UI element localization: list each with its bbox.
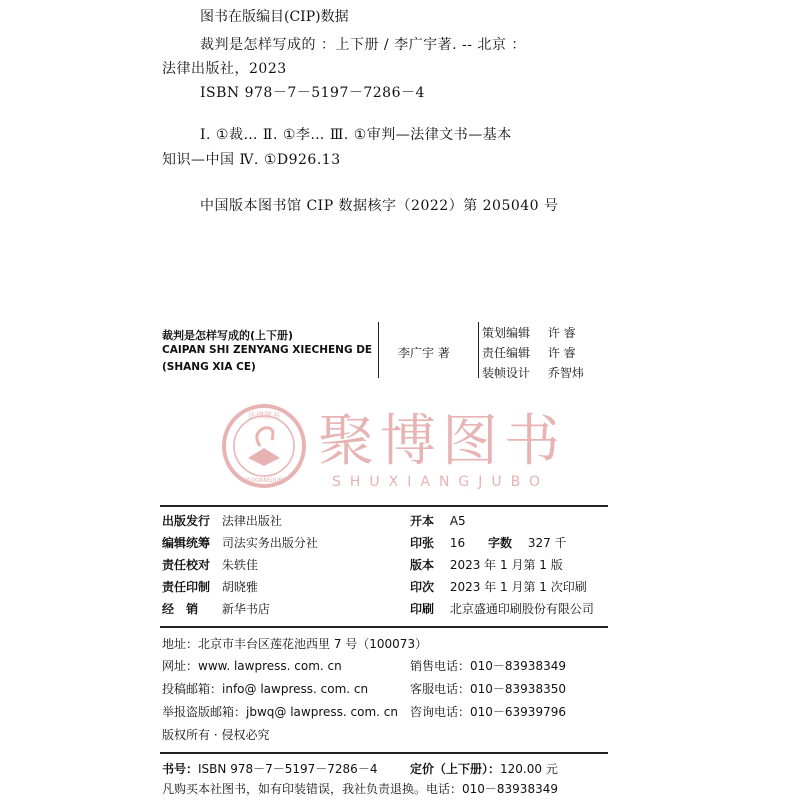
editor-label: 策划编辑 <box>482 326 531 340</box>
seal-bottom-text: SHUXIANGJUBO <box>240 477 288 484</box>
divider <box>478 322 479 378</box>
sheets-row <box>410 534 465 551</box>
seal-top-text: 法律图书 <box>248 411 280 420</box>
print-label: 印次 <box>410 580 435 594</box>
book-title-pinyin: CAIPAN SHI ZENYANG XIECHENG DE <box>162 344 373 356</box>
section-divider <box>160 752 608 754</box>
publish-row <box>162 534 318 551</box>
publish-value: 胡晓雅 <box>221 580 258 594</box>
publish-label: 责任印制 <box>162 580 211 594</box>
price-value: 120.00 元 <box>500 762 558 776</box>
divider <box>378 322 379 378</box>
printer-label: 印刷 <box>410 602 435 616</box>
editor-value: 许 睿 <box>547 326 576 340</box>
copyright-notice: 版权所有 · 侵权必究 <box>162 728 270 742</box>
watermark-logo <box>222 400 582 500</box>
website: 网址：www. lawpress. com. cn <box>162 659 342 673</box>
cip-heading: 图书在版编目(CIP)数据 <box>200 9 349 25</box>
publish-label: 经 销 <box>162 602 203 616</box>
isbn-line <box>162 760 377 777</box>
book-author: 李广宇 著 <box>398 346 450 360</box>
format-label: 开本 <box>410 514 435 528</box>
publish-value: 司法实务出版分社 <box>221 536 318 550</box>
price-label: 定价（上下册）： <box>410 762 501 776</box>
swirl-icon <box>257 428 273 446</box>
editor-row <box>482 344 576 361</box>
editor-value: 许 睿 <box>547 346 576 360</box>
sales-phone: 销售电话：010－83938349 <box>410 659 566 673</box>
sheets-label: 印张 <box>410 536 435 550</box>
publish-label: 责任校对 <box>162 558 211 572</box>
cip-isbn: ISBN 978－7－5197－7286－4 <box>200 85 425 101</box>
watermark-subtitle: SHUXIANGJUBO <box>332 474 550 490</box>
submission-email: 投稿邮箱：info@ lawpress. com. cn <box>162 682 369 696</box>
cip-publisher-line: 法律出版社，2023 <box>162 61 287 77</box>
print-value: 2023 年 1 月第 1 次印刷 <box>449 580 587 594</box>
publish-label: 出版发行 <box>162 514 211 528</box>
cip-classification-cont: 知识—中国 Ⅳ. ①D926.13 <box>162 152 341 168</box>
words-row <box>488 534 567 551</box>
editor-row <box>482 324 576 341</box>
format-row <box>410 512 466 529</box>
isbn-value: ISBN 978－7－5197－7286－4 <box>198 762 378 776</box>
publish-row <box>162 578 258 595</box>
address: 地址：北京市丰台区莲花池西里 7 号（100073） <box>162 637 428 651</box>
sheets-value: 16 <box>449 536 466 550</box>
book-title-pinyin-sub: (SHANG XIA CE) <box>162 361 256 373</box>
cip-title-line: 裁判是怎样写成的 ：上下册 / 李广宇著. -- 北京 ： <box>200 37 526 53</box>
edition-label: 版本 <box>410 558 435 572</box>
service-phone: 客服电话：010－83938350 <box>410 682 566 696</box>
cip-classification: Ⅰ. ①裁… Ⅱ. ①李… Ⅲ. ①审判—法律文书—基本 <box>200 127 512 143</box>
editor-label: 装帧设计 <box>482 366 531 380</box>
publish-label: 编辑统筹 <box>162 536 211 550</box>
edition-row <box>410 556 563 573</box>
section-divider <box>160 505 608 507</box>
book-title-cn: 裁判是怎样写成的(上下册) <box>162 329 294 342</box>
book-icon <box>248 448 280 466</box>
editor-label: 责任编辑 <box>482 346 531 360</box>
piracy-report-email: 举报盗版邮箱：jbwq@ lawpress. com. cn <box>162 705 398 719</box>
format-value: A5 <box>449 514 466 528</box>
printer-row <box>410 600 594 617</box>
edition-value: 2023 年 1 月第 1 版 <box>449 558 563 572</box>
publish-row <box>162 512 282 529</box>
publish-row <box>162 600 270 617</box>
editor-value: 乔智炜 <box>547 366 584 380</box>
price-line <box>410 760 558 777</box>
words-label: 字数 <box>488 536 513 550</box>
printer-value: 北京盛通印刷股份有限公司 <box>449 602 594 616</box>
publish-value: 新华书店 <box>221 602 270 616</box>
isbn-label: 书号： <box>162 762 199 776</box>
consult-phone: 咨询电话：010－63939796 <box>410 705 566 719</box>
section-divider <box>160 626 608 628</box>
cip-number: 中国版本图书馆 CIP 数据核字（2022）第 205040 号 <box>200 198 559 214</box>
words-value: 327 千 <box>527 536 567 550</box>
editor-row <box>482 364 584 381</box>
seal-inner-ring <box>234 416 294 476</box>
publish-row <box>162 556 258 573</box>
watermark-title: 聚博图书 <box>318 409 566 474</box>
print-row <box>410 578 587 595</box>
publish-value: 朱轶佳 <box>221 558 258 572</box>
publish-value: 法律出版社 <box>221 514 282 528</box>
return-notice: 凡购买本社图书，如有印装错误，我社负责退换。电话：010－83938349 <box>162 782 558 796</box>
